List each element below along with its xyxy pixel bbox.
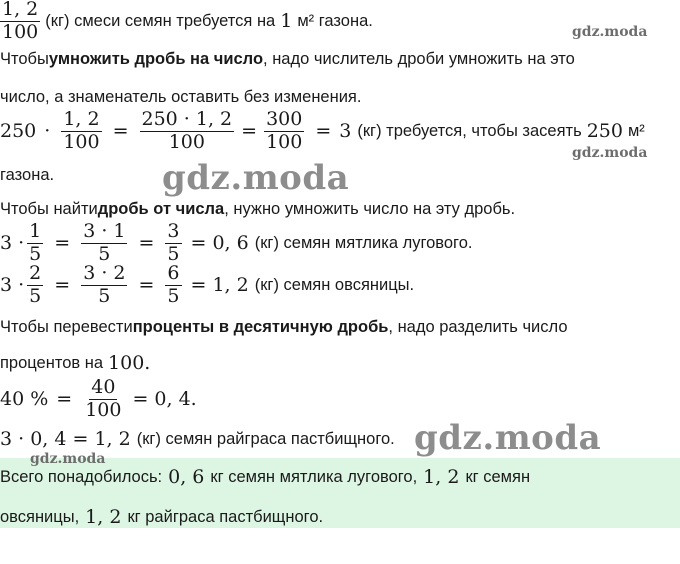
expression: 40 % (0, 388, 49, 411)
fraction (165, 222, 181, 265)
numerator: 250 · 1, 2 (141, 108, 233, 130)
rule-multiply-fraction-cont (0, 88, 361, 107)
numerator: 300 (266, 108, 303, 130)
text: газона. (0, 166, 55, 184)
equation-fescue (0, 264, 414, 307)
denominator: 100 (266, 130, 303, 153)
rule-percent-to-decimal-cont (0, 352, 150, 374)
number: 1, 2 (85, 506, 122, 528)
numerator: 3 (167, 220, 180, 242)
number: 100 (108, 352, 145, 374)
fraction (27, 222, 43, 265)
result: = 0, 6 (190, 232, 249, 255)
text: (кг) семян овсяницы. (254, 275, 415, 294)
operator: = (138, 274, 155, 297)
numerator: 40 (91, 376, 116, 398)
operator: · (44, 120, 51, 143)
rule-fraction-of-number (0, 200, 515, 219)
number: 0, 6 (168, 466, 205, 488)
bold-term: дробь от числа (97, 200, 225, 218)
rule-percent-to-decimal (0, 318, 568, 337)
numerator: 3 · 2 (83, 262, 126, 284)
watermark: gdz.moda (414, 418, 602, 458)
text: Чтобы (0, 50, 49, 68)
denominator: 5 (29, 284, 42, 307)
fraction (0, 0, 40, 43)
summary-line-2 (0, 506, 323, 528)
denominator: 5 (98, 284, 111, 307)
expression: 3 · (0, 232, 25, 255)
text: (кг) семян райграса пастбищного. (136, 429, 395, 448)
rule-multiply-fraction (0, 50, 575, 69)
fraction (27, 264, 43, 307)
numerator: 1, 2 (63, 108, 100, 130)
text: число, а знаменатель оставить без изменения. (0, 88, 362, 106)
text: , надо числитель дроби умножить на это (263, 50, 575, 68)
denominator: 100 (168, 130, 205, 153)
denominator: 100 (63, 130, 100, 153)
equation-percent (0, 378, 197, 421)
text: , надо разделить число (388, 318, 568, 336)
expression: 3 · (0, 274, 25, 297)
operator: = (315, 120, 332, 143)
watermark: gdz.moda (572, 145, 648, 161)
number: 250 (586, 120, 623, 143)
numerator: 3 · 1 (83, 220, 126, 242)
numerator: 1 (29, 220, 42, 242)
equation-meadow (0, 222, 472, 265)
equation-250 (0, 110, 645, 153)
result: = 1, 2 (190, 274, 249, 297)
text: Чтобы перевести (0, 318, 133, 336)
text: (кг) семян мятлика лугового. (254, 233, 473, 252)
watermark: gdz.moda (30, 451, 106, 467)
text: овсяницы, (0, 507, 80, 526)
text: Всего понадобилось: (0, 467, 163, 486)
watermark: gdz.moda (572, 24, 648, 40)
text: , нужно умножить число на эту дробь. (224, 200, 516, 218)
denominator: 5 (98, 242, 111, 265)
result: = 0, 4. (132, 388, 197, 411)
text: (кг) требуется, чтобы засеять (357, 121, 582, 140)
fraction (264, 110, 304, 153)
text: процентов на (0, 353, 104, 372)
equation-250-cont (0, 166, 54, 185)
punctuation: . (144, 352, 151, 374)
numerator: 2 (29, 262, 42, 284)
number: 250 (0, 120, 37, 143)
line-mixture (0, 0, 373, 43)
denominator: 5 (29, 242, 42, 265)
bold-term: проценты в десятичную дробь (132, 318, 389, 336)
text: м² газона. (297, 11, 373, 30)
number: 1, 2 (423, 466, 460, 488)
fraction (61, 110, 101, 153)
numerator: 1, 2 (2, 0, 39, 20)
summary-line-1 (0, 466, 530, 488)
operator: = (54, 232, 71, 255)
operator: = (112, 120, 129, 143)
text: кг райграса пастбищного. (127, 507, 324, 526)
text: (кг) смеси семян требуется на (45, 11, 276, 30)
text: м² (627, 121, 645, 140)
denominator: 5 (167, 242, 180, 265)
denominator: 5 (167, 284, 180, 307)
watermark: gdz.moda (162, 158, 350, 198)
operator: = (54, 274, 71, 297)
operator: = (56, 388, 73, 411)
denominator: 100 (2, 20, 39, 43)
fraction (81, 264, 127, 307)
result: 3 (339, 120, 352, 143)
bold-term: умножить дробь на число (48, 50, 264, 68)
text: кг семян (465, 467, 531, 486)
operator: = (138, 232, 155, 255)
operator: = (241, 120, 258, 143)
fraction (165, 264, 181, 307)
text: Чтобы найти (0, 200, 98, 218)
fraction (83, 378, 123, 421)
number: 1 (280, 10, 293, 33)
fraction (81, 222, 127, 265)
numerator: 6 (167, 262, 180, 284)
equation-ryegrass (0, 428, 395, 450)
text: кг семян мятлика лугового, (210, 467, 418, 486)
expression: 3 · 0, 4 = 1, 2 (0, 428, 131, 450)
denominator: 100 (85, 398, 122, 421)
fraction (140, 110, 235, 153)
